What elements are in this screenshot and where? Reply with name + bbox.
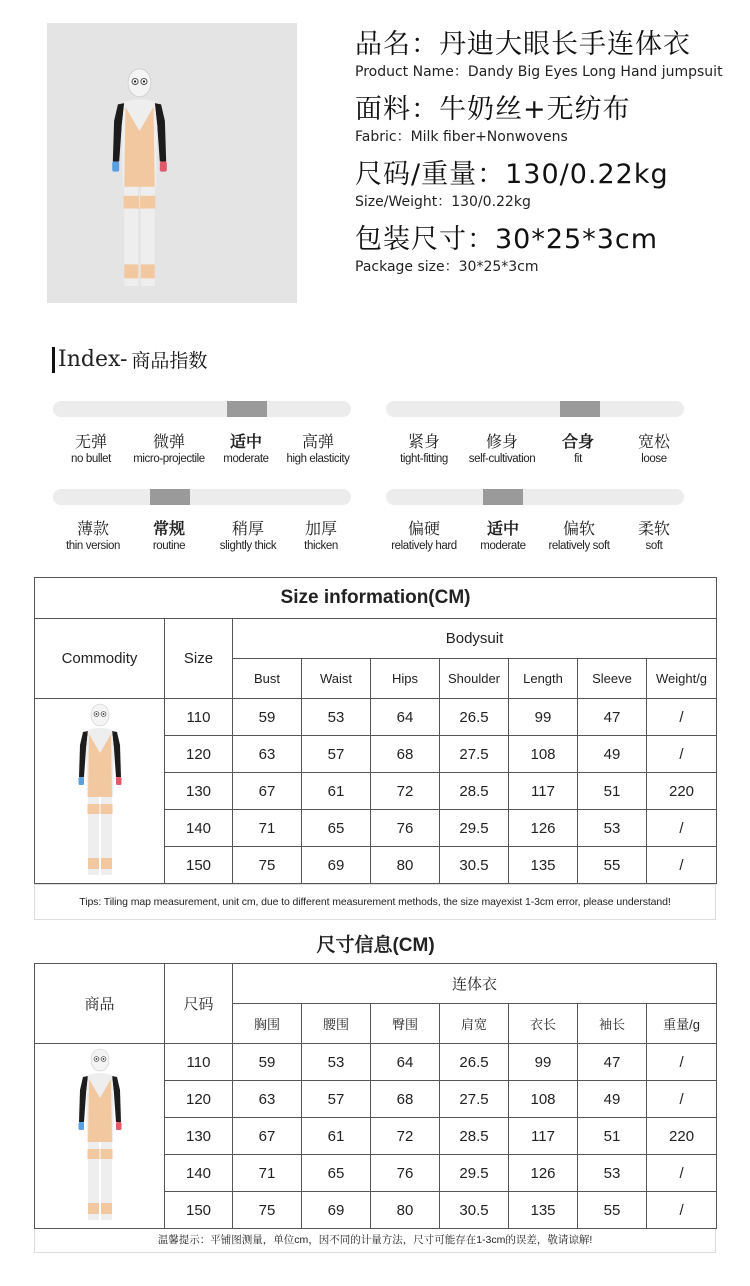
table-cell: 30.5: [440, 1192, 509, 1229]
fit-option: [609, 432, 699, 466]
size-table-en: [34, 577, 717, 884]
table-cell: 26.5: [440, 1044, 509, 1081]
table-cell: 69: [302, 847, 371, 884]
size-weight-en: Size/Weight：130/0.22kg: [355, 194, 531, 210]
fit-option: [379, 432, 469, 466]
option-zh: 无弹: [74, 432, 107, 451]
table-cell: 220: [647, 773, 717, 810]
table-cell: 49: [578, 1081, 647, 1118]
table-cell: 130: [165, 1118, 233, 1155]
table-cell: 120: [165, 1081, 233, 1118]
option-zh: 宽松: [637, 432, 670, 451]
table-cell: 72: [371, 1118, 440, 1155]
option-zh: 高弹: [301, 432, 334, 451]
table-cell: 135: [509, 847, 578, 884]
table-cell: 150: [165, 847, 233, 884]
table-cell: 27.5: [440, 736, 509, 773]
option-en: moderate: [480, 540, 526, 552]
table-cell: /: [647, 1192, 717, 1229]
table-cell: 150: [165, 1192, 233, 1229]
option-en: micro-projectile: [133, 453, 205, 465]
jumpsuit-image: [50, 1046, 150, 1226]
size-weight-zh: 尺码/重量：130/0.22kg: [355, 159, 669, 190]
table-cell: 64: [371, 699, 440, 736]
option-zh: 适中: [486, 519, 519, 538]
column-header: 胸围: [233, 1004, 302, 1044]
size-table-title: 尺寸信息(CM): [35, 923, 717, 964]
table-cell: 28.5: [440, 773, 509, 810]
softness-scale: [386, 489, 684, 505]
option-en: no bullet: [71, 453, 111, 465]
commodity-image-cell: [35, 1044, 165, 1229]
product-name-zh: 品名：丹迪大眼长手连体衣: [355, 29, 691, 60]
fabric-zh: 面料：牛奶丝+无纺布: [355, 94, 631, 125]
table-cell: 140: [165, 810, 233, 847]
option-zh: 加厚: [304, 519, 337, 538]
jumpsuit-image: [47, 23, 297, 303]
table-cell: 71: [233, 810, 302, 847]
option-zh: 柔软: [637, 519, 670, 538]
table-cell: 72: [371, 773, 440, 810]
table-cell: 68: [371, 736, 440, 773]
thickness-option-selected: [124, 519, 214, 553]
table-cell: 53: [578, 1155, 647, 1192]
product-name-en: Product Name：Dandy Big Eyes Long Hand jumpsuit: [355, 64, 723, 80]
table-cell: 220: [647, 1118, 717, 1155]
table-cell: 140: [165, 1155, 233, 1192]
column-header: Shoulder: [440, 659, 509, 699]
option-zh: 薄款: [76, 519, 109, 538]
table-cell: 110: [165, 1044, 233, 1081]
thickness-scale: [53, 489, 351, 505]
table-cell: /: [647, 847, 717, 884]
size-header: Size: [165, 619, 233, 699]
option-en: tight-fitting: [400, 453, 448, 465]
table-cell: 47: [578, 1044, 647, 1081]
option-en: soft: [645, 540, 663, 552]
table-cell: 99: [509, 699, 578, 736]
option-zh: 合身: [561, 432, 594, 451]
column-header: 重量/g: [647, 1004, 717, 1044]
commodity-header: Commodity: [35, 619, 165, 699]
column-header: Hips: [371, 659, 440, 699]
table-cell: 108: [509, 736, 578, 773]
table-cell: 135: [509, 1192, 578, 1229]
table-cell: 29.5: [440, 1155, 509, 1192]
table-cell: 26.5: [440, 699, 509, 736]
table-cell: /: [647, 699, 717, 736]
table-cell: 67: [233, 1118, 302, 1155]
table-cell: /: [647, 1155, 717, 1192]
table-cell: 27.5: [440, 1081, 509, 1118]
column-header: 肩宽: [440, 1004, 509, 1044]
table-cell: 75: [233, 1192, 302, 1229]
product-photo: [47, 23, 297, 303]
column-header: 衣长: [509, 1004, 578, 1044]
option-en: relatively hard: [391, 540, 457, 552]
table-cell: 120: [165, 736, 233, 773]
commodity-header: 商品: [35, 964, 165, 1044]
option-zh: 修身: [485, 432, 518, 451]
size-header: 尺码: [165, 964, 233, 1044]
table-cell: 63: [233, 736, 302, 773]
product-info: [355, 28, 745, 288]
option-zh: 常规: [152, 519, 185, 538]
elasticity-option: [46, 432, 136, 466]
table-cell: 30.5: [440, 847, 509, 884]
option-en: fit: [574, 453, 582, 465]
fit-marker: [560, 401, 600, 417]
column-header: 臀围: [371, 1004, 440, 1044]
table-cell: 55: [578, 847, 647, 884]
table-cell: 65: [302, 810, 371, 847]
table-cell: 117: [509, 1118, 578, 1155]
table-cell: 55: [578, 1192, 647, 1229]
column-header: Length: [509, 659, 578, 699]
option-zh: 适中: [229, 432, 262, 451]
size-table-zh: [34, 922, 717, 1229]
table-cell: /: [647, 1044, 717, 1081]
table-cell: 47: [578, 699, 647, 736]
table-cell: 75: [233, 847, 302, 884]
table-cell: 49: [578, 736, 647, 773]
table-cell: 59: [233, 699, 302, 736]
table-cell: 117: [509, 773, 578, 810]
table-cell: 64: [371, 1044, 440, 1081]
table-cell: 76: [371, 1155, 440, 1192]
table-cell: 80: [371, 847, 440, 884]
table-cell: 61: [302, 773, 371, 810]
column-header: Weight/g: [647, 659, 717, 699]
table-cell: 29.5: [440, 810, 509, 847]
table-cell: 76: [371, 810, 440, 847]
tip-en: Tips: Tiling map measurement, unit cm, due to different measurement methods, the size mayexist 1-3cm error, please understand!: [34, 884, 716, 920]
fit-scale: [386, 401, 684, 417]
softness-marker: [483, 489, 523, 505]
table-cell: 80: [371, 1192, 440, 1229]
table-cell: 130: [165, 773, 233, 810]
table-cell: 57: [302, 1081, 371, 1118]
option-en: self-cultivation: [468, 453, 536, 465]
table-cell: /: [647, 736, 717, 773]
index-heading: [52, 346, 207, 373]
table-cell: 53: [302, 1044, 371, 1081]
index-title-zh: 商品指数: [131, 350, 208, 372]
table-cell: 110: [165, 699, 233, 736]
table-cell: 53: [578, 810, 647, 847]
option-zh: 偏软: [562, 519, 595, 538]
jumpsuit-image: [50, 701, 150, 881]
option-en: moderate: [223, 453, 269, 465]
softness-option: [379, 519, 469, 553]
table-cell: 126: [509, 1155, 578, 1192]
table-cell: 68: [371, 1081, 440, 1118]
table-cell: /: [647, 810, 717, 847]
table-cell: 99: [509, 1044, 578, 1081]
table-cell: 65: [302, 1155, 371, 1192]
option-en: thicken: [304, 540, 338, 552]
size-table-title: Size information(CM): [35, 578, 717, 619]
option-en: thin version: [65, 540, 120, 552]
table-cell: 61: [302, 1118, 371, 1155]
table-cell: 51: [578, 1118, 647, 1155]
option-en: routine: [152, 540, 186, 552]
table-cell: 63: [233, 1081, 302, 1118]
option-zh: 紧身: [407, 432, 440, 451]
table-cell: 28.5: [440, 1118, 509, 1155]
fabric-en: Fabric：Milk fiber+Nonwovens: [355, 129, 568, 145]
option-zh: 偏硬: [407, 519, 440, 538]
option-en: high elasticity: [286, 453, 350, 465]
column-header: 袖长: [578, 1004, 647, 1044]
package-size-en: Package size：30*25*3cm: [355, 259, 539, 275]
thickness-option: [276, 519, 366, 553]
table-cell: 126: [509, 810, 578, 847]
package-size-zh: 包装尺寸：30*25*3cm: [355, 224, 659, 255]
elasticity-scale: [53, 401, 351, 417]
elasticity-option: [273, 432, 363, 466]
table-cell: 69: [302, 1192, 371, 1229]
table-cell: 67: [233, 773, 302, 810]
index-title-en: Index-: [58, 347, 128, 372]
commodity-image-cell: [35, 699, 165, 884]
table-cell: 51: [578, 773, 647, 810]
table-cell: 108: [509, 1081, 578, 1118]
column-header: Waist: [302, 659, 371, 699]
bodysuit-header: Bodysuit: [233, 619, 717, 659]
option-en: loose: [641, 453, 667, 465]
column-header: Sleeve: [578, 659, 647, 699]
column-header: Bust: [233, 659, 302, 699]
elasticity-marker: [227, 401, 267, 417]
tip-zh: 温馨提示：平铺图测量，单位cm，因不同的计量方法，尺寸可能存在1-3cm的误差，敬请谅解!: [34, 1229, 716, 1253]
option-zh: 微弹: [152, 432, 185, 451]
option-en: relatively soft: [548, 540, 610, 552]
thickness-marker: [150, 489, 190, 505]
bodysuit-header: 连体衣: [233, 964, 717, 1004]
softness-option: [609, 519, 699, 553]
table-cell: 59: [233, 1044, 302, 1081]
option-zh: 稍厚: [231, 519, 264, 538]
table-cell: /: [647, 1081, 717, 1118]
heading-bar: [52, 347, 55, 373]
option-en: slightly thick: [219, 540, 277, 552]
table-cell: 57: [302, 736, 371, 773]
column-header: 腰围: [302, 1004, 371, 1044]
table-cell: 53: [302, 699, 371, 736]
table-cell: 71: [233, 1155, 302, 1192]
